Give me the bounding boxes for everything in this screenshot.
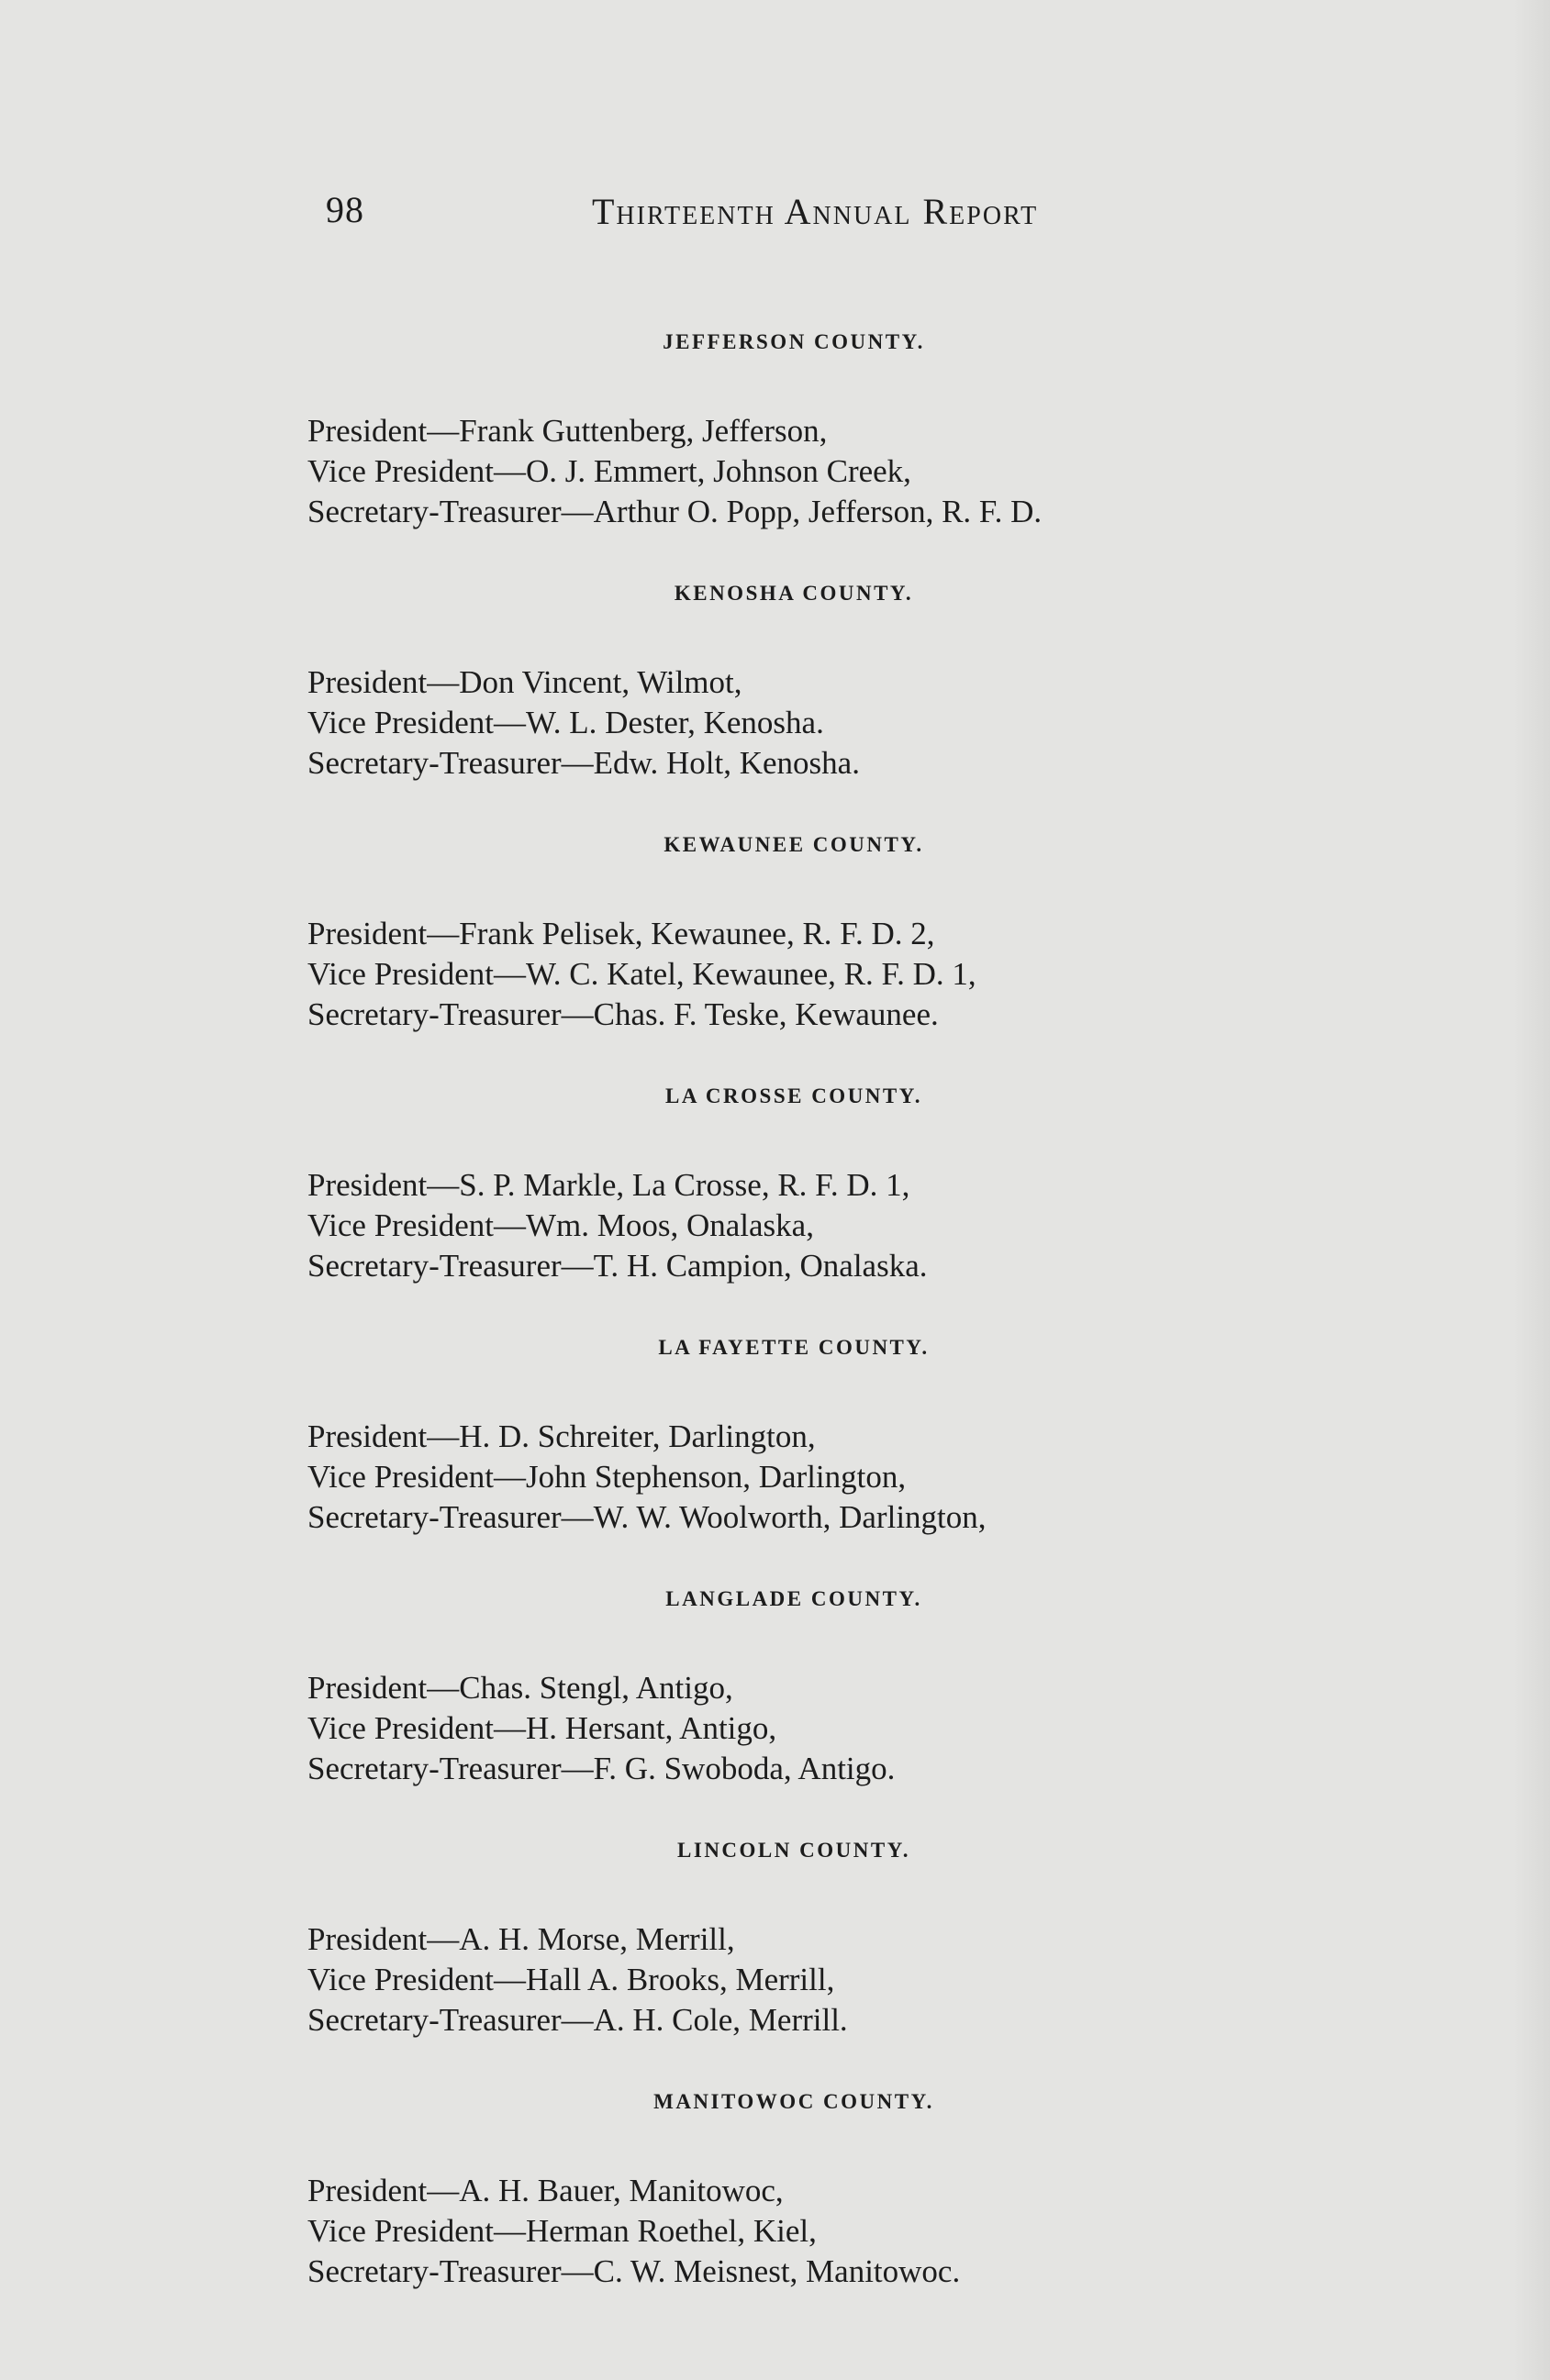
vice-president-line: Vice President—O. J. Emmert, Johnson Creek, [307,453,911,489]
secretary-treasurer-line: Secretary-Treasurer—T. H. Campion, Onalaska. [307,1248,928,1284]
president-line: President—S. P. Markle, La Crosse, R. F. D. 1, [307,1167,910,1203]
secretary-treasurer-line: Secretary-Treasurer—C. W. Meisnest, Manitowoc. [307,2253,961,2289]
secretary-treasurer-line: Secretary-Treasurer—F. G. Swoboda, Antigo. [307,1751,896,1786]
vice-president-line: Vice President—Herman Roethel, Kiel, [307,2213,817,2249]
running-head [326,188,1161,252]
secretary-treasurer-line: Secretary-Treasurer—W. W. Woolworth, Darlington, [307,1499,987,1535]
county-section-la-crosse [307,1084,1243,1286]
vice-president-line: Vice President—Hall A. Brooks, Merrill, [307,1962,835,1997]
county-section-kewaunee [307,833,1243,1035]
secretary-treasurer-line: Secretary-Treasurer—A. H. Cole, Merrill. [307,2002,848,2038]
page-number: 98 [326,189,364,230]
president-line: President—Chas. Stengl, Antigo, [307,1670,733,1706]
president-line: President—H. D. Schreiter, Darlington, [307,1418,816,1454]
county-section-manitowoc [307,2090,1243,2292]
secretary-treasurer-line: Secretary-Treasurer—Edw. Holt, Kenosha. [307,745,860,781]
vice-president-line: Vice President—Wm. Moos, Onalaska, [307,1207,814,1243]
president-line: President—A. H. Morse, Merrill, [307,1921,735,1957]
county-section-la-fayette [307,1336,1243,1538]
vice-president-line: Vice President—H. Hersant, Antigo, [307,1710,777,1746]
vice-president-line: Vice President—W. C. Katel, Kewaunee, R. F. D. 1, [307,956,976,992]
county-section-jefferson [307,330,1243,532]
county-heading: JEFFERSON COUNTY. [663,330,925,353]
county-section-lincoln [307,1839,1243,2041]
county-heading: LA CROSSE COUNTY. [664,1084,923,1107]
county-heading: LANGLADE COUNTY. [665,1587,922,1610]
county-officers-list [307,330,1243,2341]
county-heading: KEWAUNEE COUNTY. [663,833,924,856]
county-heading: LINCOLN COUNTY. [677,1839,910,1862]
page-edge [1513,0,1550,2380]
secretary-treasurer-line: Secretary-Treasurer—Chas. F. Teske, Kewaunee. [307,996,939,1032]
vice-president-line: Vice President—W. L. Dester, Kenosha. [307,705,824,740]
president-line: President—Don Vincent, Wilmot, [307,664,742,700]
county-heading: KENOSHA COUNTY. [674,582,914,605]
president-line: President—A. H. Bauer, Manitowoc, [307,2173,784,2208]
president-line: President—Frank Pelisek, Kewaunee, R. F. D. 2, [307,916,935,951]
vice-president-line: Vice President—John Stephenson, Darlington, [307,1459,907,1495]
secretary-treasurer-line: Secretary-Treasurer—Arthur O. Popp, Jefferson, R. F. D. [307,494,1043,529]
county-section-kenosha [307,582,1243,784]
county-heading: MANITOWOC COUNTY. [653,2090,934,2113]
county-section-langlade [307,1587,1243,1789]
county-heading: LA FAYETTE COUNTY. [658,1336,930,1359]
president-line: President—Frank Guttenberg, Jefferson, [307,413,828,449]
report-title: Thirteenth Annual Report [592,191,1039,232]
